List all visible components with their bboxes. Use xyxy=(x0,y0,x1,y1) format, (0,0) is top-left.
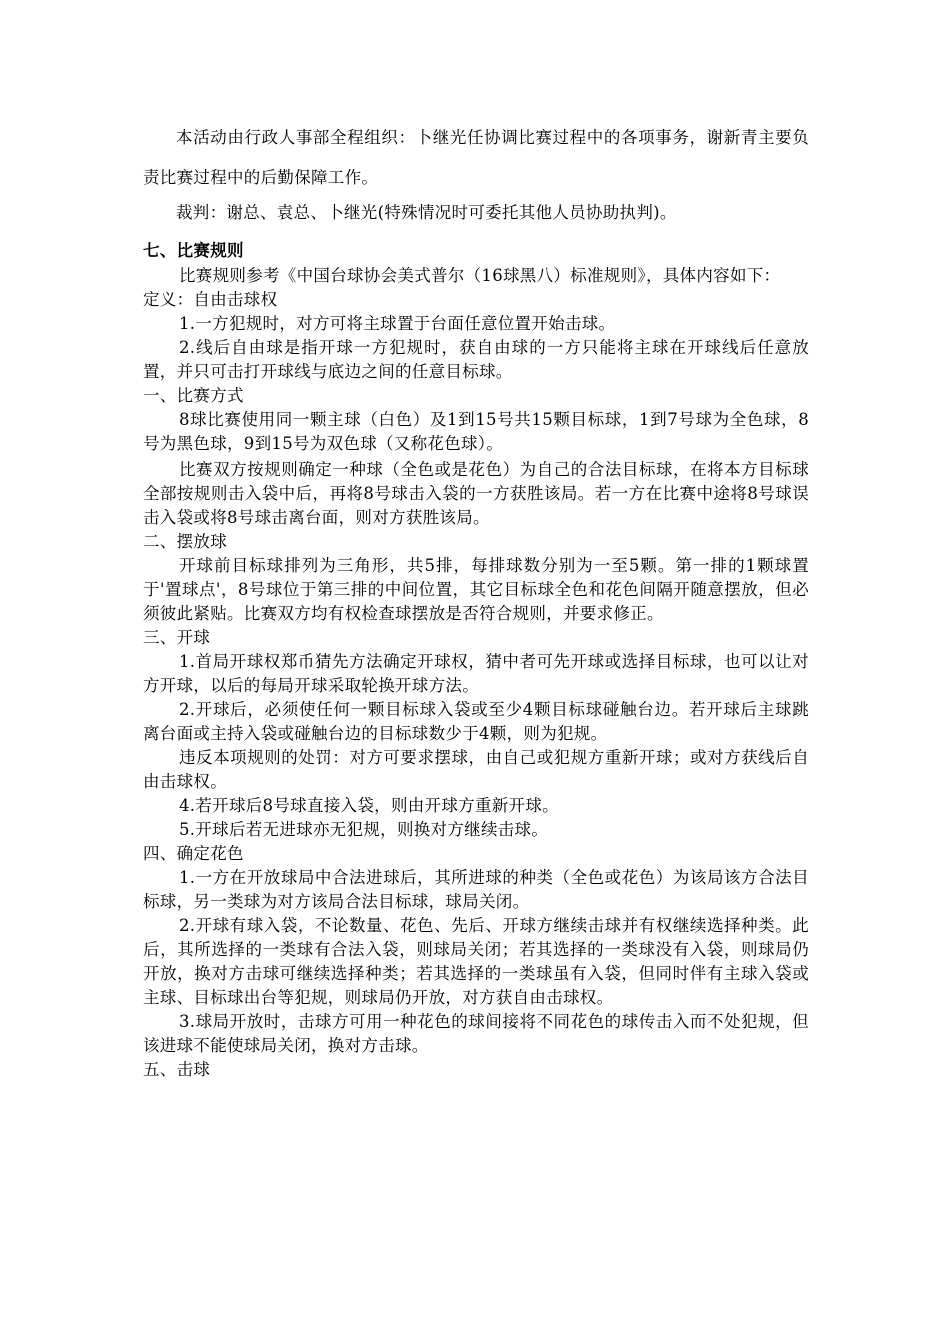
rules-reference-paragraph: 比赛规则参考《中国台球协会美式普尔（16球黑八）标准规则》，具体内容如下： xyxy=(179,266,781,285)
match-format-paragraph-1: 8球比赛使用同一颗主球（白色）及1到15号共15颗目标球，1到7号球为全色球，8号为黑色球，9到15号为双色球（又称花色球）。 xyxy=(143,410,809,453)
document-body xyxy=(143,118,809,1082)
section-title-group: 四、确定花色 xyxy=(143,844,244,863)
definition-item-2: 2.线后自由球是指开球一方犯规时，获自由球的一方只能将主球在开球线后任意放置，并只可击打开球线与底边之间的任意目标球。 xyxy=(143,338,809,381)
definition-item-1: 1.一方犯规时，对方可将主球置于台面任意位置开始击球。 xyxy=(179,314,616,333)
break-item-2: 2.开球后，必须使任何一颗目标球入袋或至少4颗目标球碰触台边。若开球后主球跳离台面或主持入袋或碰触台边的目标球数少于4颗，则为犯规。 xyxy=(143,700,809,743)
group-item-3: 3.球局开放时，击球方可用一种花色的球间接将不同花色的球传击入而不处犯规，但该进球不能使球局关闭，换对方击球。 xyxy=(143,1012,809,1055)
referee-paragraph: 裁判：谢总、袁总、卜继光(特殊情况时可委托其他人员协助执判)。 xyxy=(176,203,677,222)
section-title-match-format: 一、比赛方式 xyxy=(143,386,244,405)
break-penalty: 违反本项规则的处罚：对方可要求摆球，由自己或犯规方重新开球；或对方获线后自由击球权。 xyxy=(143,748,809,791)
racking-paragraph: 开球前目标球排列为三角形，共5排，每排球数分别为一至5颗。第一排的1颗球置于'置球点'，8号球位于第三排的中间位置，其它目标球全色和花色间隔开随意摆放，但必须彼此紧贴。比赛双方均有权检查球摆放是否符合规则，并要求修正。 xyxy=(143,556,809,623)
intro-paragraph: 本活动由行政人事部全程组织：卜继光任协调比赛过程中的各项事务，谢新青主要负责比赛过程中的后勤保障工作。 xyxy=(143,128,809,187)
section-title-racking: 二、摆放球 xyxy=(143,532,227,551)
match-format-paragraph-2: 比赛双方按规则确定一种球（全色或是花色）为自己的合法目标球，在将本方目标球全部按规则击入袋中后，再将8号球击入袋的一方获胜该局。若一方在比赛中途将8号球误击入袋或将8号球击离台面，则对方获胜该局。 xyxy=(143,460,809,527)
definition-title: 定义：自由击球权 xyxy=(143,290,278,309)
break-item-4: 4.若开球后8号球直接入袋，则由开球方重新开球。 xyxy=(179,796,559,815)
section-heading-rules: 七、比赛规则 xyxy=(143,241,244,260)
section-title-break: 三、开球 xyxy=(143,628,211,647)
group-item-1: 1.一方在开放球局中合法进球后，其所进球的种类（全色或花色）为该局该方合法目标球，另一类球为对方该局合法目标球，球局关闭。 xyxy=(143,868,809,911)
group-item-2: 2.开球有球入袋，不论数量、花色、先后、开球方继续击球并有权继续选择种类。此后，其所选择的一类球有合法入袋，则球局关闭；若其选择的一类球没有入袋，则球局仍开放，换对方击球可继续选择种类；若其选择的一类球虽有入袋，但同时伴有主球入袋或主球、目标球出台等犯规，则球局仍开放，对方获自由击球权。 xyxy=(143,916,809,1007)
break-item-1: 1.首局开球权郑币猜先方法确定开球权，猜中者可先开球或选择目标球，也可以让对方开球，以后的每局开球采取轮换开球方法。 xyxy=(143,652,809,695)
break-item-5: 5.开球后若无进球亦无犯规，则换对方继续击球。 xyxy=(179,820,549,839)
section-title-shooting: 五、击球 xyxy=(143,1060,211,1079)
